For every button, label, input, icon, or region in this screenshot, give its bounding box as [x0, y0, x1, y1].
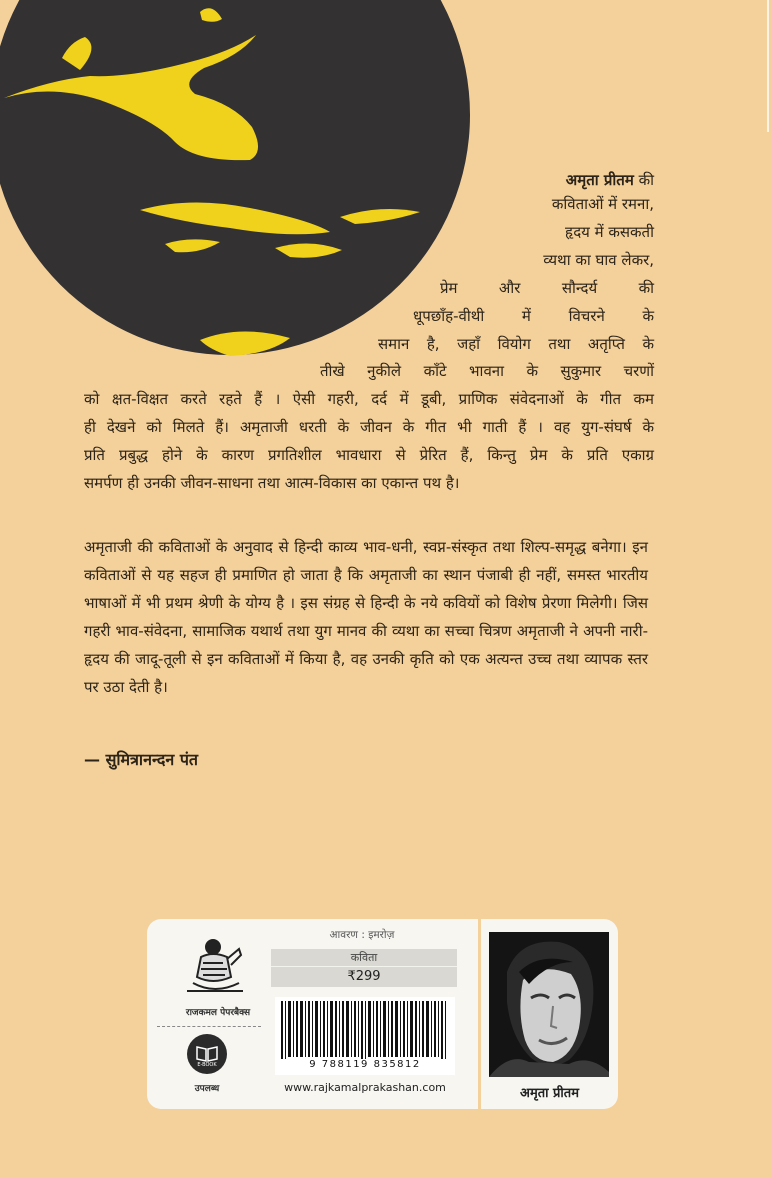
isbn-number: 9 788119 835812 [275, 1059, 455, 1070]
author-name-bold: अमृता प्रीतम [565, 171, 634, 189]
author-photo-image [489, 932, 609, 1077]
intro-line: व्यथा का घाव लेकर, [543, 251, 654, 269]
author-photo-caption: अमृता प्रीतम [520, 1086, 579, 1101]
cover-credit: आवरण : इमरोज़ [329, 929, 395, 941]
intro-line: कविताओं में रमना, [551, 195, 654, 213]
intro-line: को क्षत-विक्षत करते रहते हैं । ऐसी गहरी, दर्द में डूबी, प्राणिक संवेदनाओं के गीत कम [84, 390, 654, 408]
intro-line: हृदय में कसकती [564, 223, 654, 241]
intro-line: समान है, जहाँ वियोग तथा अतृप्ति के [378, 335, 654, 353]
intro-line: प्रेम और सौन्दर्य की [440, 279, 654, 297]
ebook-available-label: उपलब्ध [194, 1084, 220, 1094]
intro-line: ही देखने को मिलते हैं। अमृताजी धरती के जीवन के गीत भी गाती हैं । वह युग-संघर्ष के [84, 418, 654, 436]
intro-paragraph [0, 0, 772, 520]
intro-line: समर्पण ही उनकी जीवन-साधना तथा आत्म-विकास का एकान्त पथ है। [84, 474, 460, 492]
ebook-icon [187, 1034, 227, 1074]
publisher-logo-icon [183, 933, 247, 999]
intro-line: तीखे नुकीले काँटे भावना के सुकुमार चरणों [320, 362, 654, 380]
ebook-text: E-BOOK [197, 1062, 217, 1067]
genre-label: कविता [271, 949, 457, 967]
attribution: — सुमित्रानन्दन पंत [84, 750, 199, 769]
ebook-book-icon [194, 1041, 220, 1067]
intro-line-1 [566, 170, 654, 190]
publisher-name: राजकमल पेपरबैक्स [185, 1008, 251, 1018]
price-box [271, 949, 457, 987]
publisher-website: www.rajkamalprakashan.com [284, 1081, 446, 1094]
price-label: ₹299 [347, 969, 381, 984]
intro-line: प्रति प्रबुद्ध होने के कारण प्रगतिशील भावधारा से प्रेरित हैं, किन्तु प्रेम के प्रति एकाग्र [84, 446, 654, 464]
dashed-divider [157, 1026, 261, 1027]
intro-line-1-suffix: की [638, 171, 654, 189]
second-paragraph: अमृताजी की कविताओं के अनुवाद से हिन्दी काव्य भाव-धनी, स्वप्न-संस्कृत तथा शिल्प-समृद्ध बनेगा। इन कविताओं से यह सहज ही प्रमाणित हो जाता है कि अमृताजी का स्थान पंजाबी ही नहीं, समस्त भारतीय भाषाओं में भी प्रथम श्रेणी के योग्य है । इस संग्रह से हिन्दी के नये कवियों को विशेष प्रेरणा मिलेगी। जिस गहरी भाव-संवेदना, सामाजिक यथार्थ तथा युग मानव की व्यथा का सच्चा चित्रण अमृताजी ने अपनी नारी-हृदय की जादू-तूली से इन कविताओं में किया है, वह उनकी कृति को एक अत्यन्त उच्च तथा व्यापक स्तर पर उठा देती है। [84, 538, 648, 696]
book-info-panel [147, 919, 618, 1109]
intro-line: धूपछाँह-वीथी में विचरने के [413, 307, 654, 325]
panel-divider [478, 919, 481, 1109]
author-photo [489, 932, 609, 1077]
